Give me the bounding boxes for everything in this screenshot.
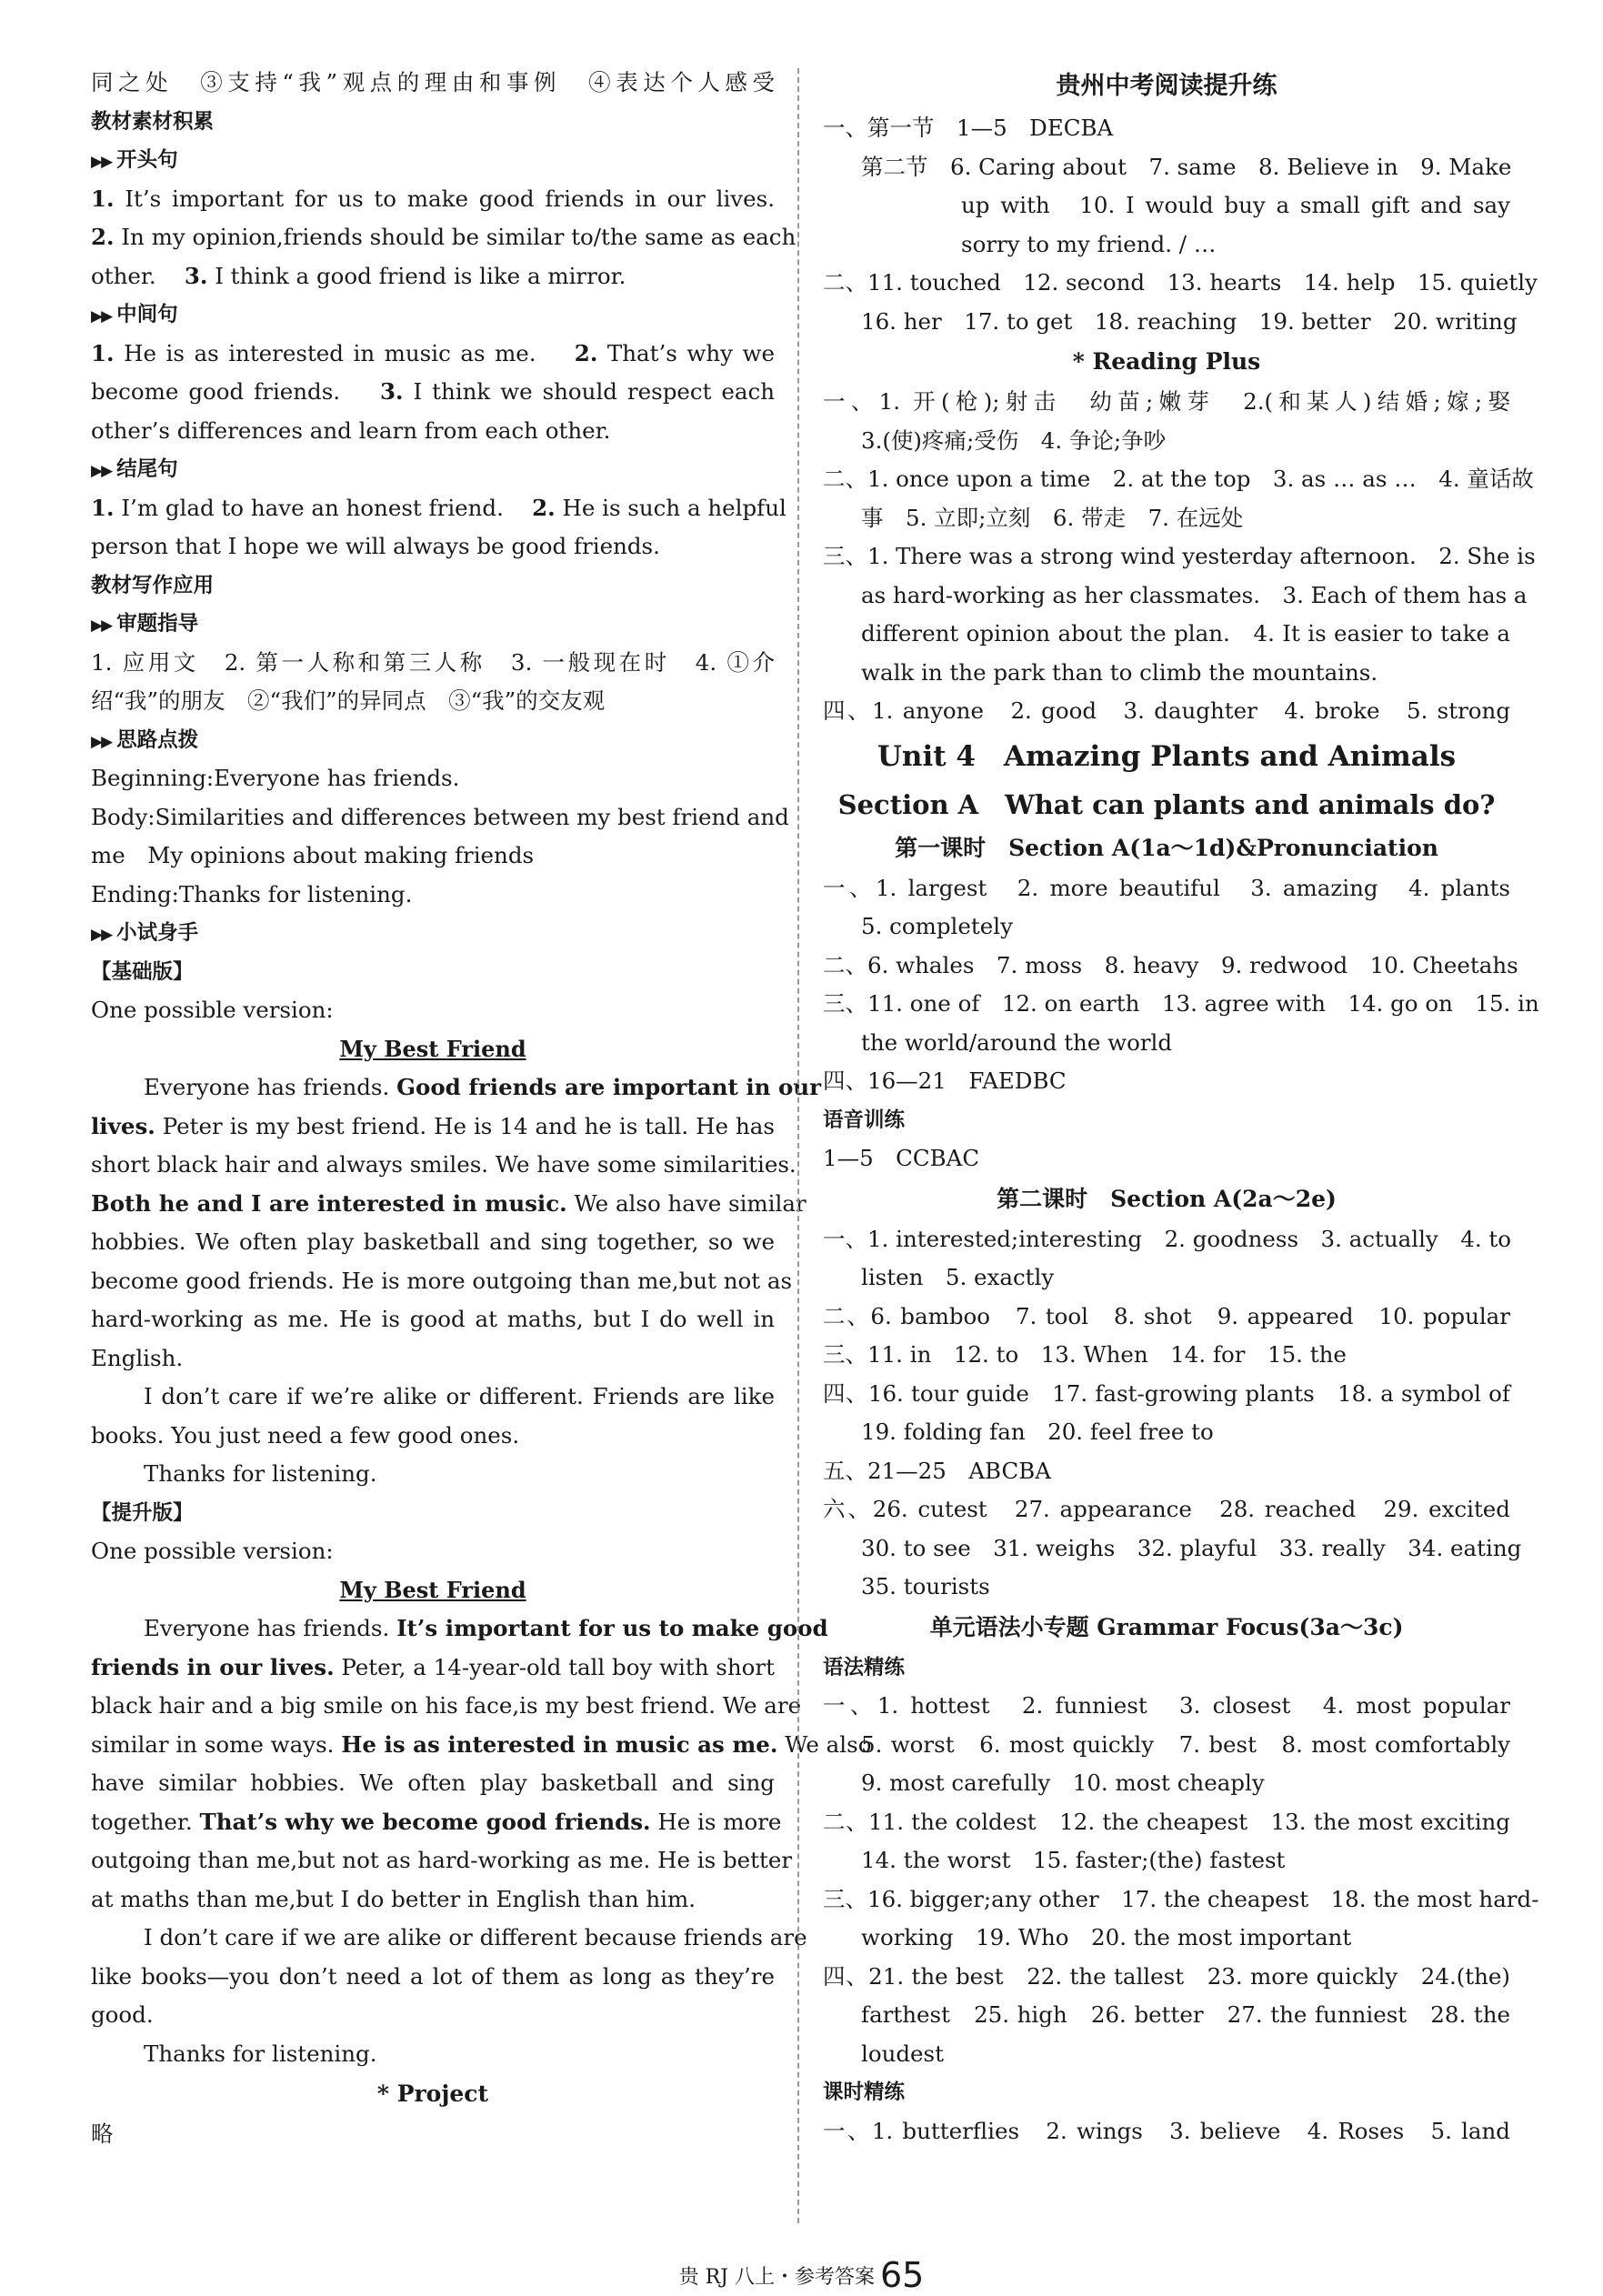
answer-line: 五、21—25 ABCBA [823, 1457, 1051, 1484]
text-line: 2. In my opinion,friends should be similar to/the same as each [91, 224, 796, 250]
answer-line: 二、11. touched 12. second 13. hearts 14. help 15. quietly [823, 269, 1538, 296]
text-line: 绍“我”的朋友 ②“我们”的异同点 ③“我”的交友观 [91, 687, 606, 714]
answer-line: 三、11. in 12. to 13. When 14. for 15. the [823, 1341, 1347, 1368]
subheading-try: ▶▶ 小试身手 [91, 921, 199, 945]
text-line: Ending:Thanks for listening. [91, 880, 413, 907]
arrow-icon: ▶▶ [91, 926, 112, 944]
version-label-basic: 【基础版】 [91, 959, 194, 984]
text-line: 1. It’s important for us to make good friends in our lives. [91, 185, 775, 212]
text-line: short black hair and always smiles. We have some similarities. [91, 1151, 796, 1178]
text-line: good. [91, 2001, 154, 2028]
answer-line: 二、6. whales 7. moss 8. heavy 9. redwood 10. Cheetahs [823, 951, 1518, 978]
answer-line: 一、1. 开(枪);射击 幼苗;嫩芽 2.(和某人)结婚;嫁;娶 [823, 388, 1510, 415]
text-line: One possible version: [91, 997, 334, 1023]
footer-text: 贵 RJ 八上・参考答案 [678, 2266, 875, 2289]
answer-line: 二、6. bamboo 7. tool 8. shot 9. appeared 10. popular [823, 1302, 1510, 1329]
answer-line: 1—5 CCBAC [823, 1145, 980, 1171]
text-line: books. You just need a few good ones. [91, 1421, 520, 1449]
text-line: like books—you don’t need a lot of them as long as they’re [91, 1962, 775, 1990]
answer-line: farthest 25. high 26. better 27. the funniest 28. the [861, 2001, 1510, 2028]
section-title: 贵州中考阅读提升练 [1056, 72, 1277, 100]
answer-line: 四、21. the best 22. the tallest 23. more quickly 24.(the) [823, 1962, 1510, 1990]
text-line: Everyone has friends. It’s important for us to make good [144, 1615, 828, 1641]
text-line: at maths than me,but I do better in English than him. [91, 1885, 696, 1912]
lesson-title: 第一课时 Section A(1a～1d)&Pronunciation [895, 834, 1438, 861]
unit-title: Unit 4 Amazing Plants and Animals [877, 739, 1457, 773]
text-line: become good friends. 3. I think we should respect each [91, 378, 776, 405]
section-heading: 语法精练 [823, 1655, 906, 1679]
text-line: other’s differences and learn from each other. [91, 416, 611, 444]
essay-title: My Best Friend [339, 1576, 526, 1603]
answer-line: 一、1. interested;interesting 2. goodness 3. actually 4. to [823, 1225, 1512, 1252]
text-line: Both he and I are interested in music. We also have similar [91, 1189, 807, 1217]
text-line: 1. He is as interested in music as me. 2. That’s why we [91, 339, 775, 366]
answer-line: 19. folding fan 20. feel free to [861, 1419, 1214, 1445]
text-line: 1. I’m glad to have an honest friend. 2. He is such a helpful [91, 494, 786, 521]
lesson-title: 第二课时 Section A(2a～2e) [997, 1185, 1337, 1212]
subheading-topic: ▶▶ 审题指导 [91, 612, 199, 636]
text-line: 1. 应用文 2. 第一人称和第三人称 3. 一般现在时 4. ①介 [91, 648, 775, 676]
answer-line: 六、26. cutest 27. appearance 28. reached 29. excited [823, 1496, 1510, 1522]
essay-title: My Best Friend [339, 1035, 526, 1062]
answer-line: 一、1. largest 2. more beautiful 3. amazing 4. plants [823, 874, 1510, 901]
answer-line: 5. worst 6. most quickly 7. best 8. most comfortably [861, 1730, 1510, 1758]
section-heading: 教材写作应用 [91, 573, 215, 597]
text-line: 略 [91, 2121, 114, 2147]
text-line: Body:Similarities and differences between my best friend and [91, 803, 789, 830]
arrow-icon: ▶▶ [91, 617, 112, 635]
page-number: 65 [880, 2255, 925, 2295]
arrow-icon: ▶▶ [91, 732, 112, 751]
text-line: other. 3. I think a good friend is like a mirror. [91, 262, 626, 289]
text-line: become good friends. He is more outgoing than me,but not as [91, 1267, 793, 1294]
answer-line: 三、11. one of 12. on earth 13. agree with 14. go on 15. in [823, 990, 1539, 1017]
text-line: similar in some ways. He is as interested in music as me. We also [91, 1730, 872, 1758]
subheading-middle: ▶▶ 中间句 [91, 303, 178, 326]
answer-line: 35. tourists [861, 1573, 990, 1599]
version-label-advanced: 【提升版】 [91, 1500, 194, 1525]
answer-line: 二、1. once upon a time 2. at the top 3. as … as … 4. 童话故 [823, 466, 1534, 492]
arrow-icon: ▶▶ [91, 307, 112, 326]
text-line: Thanks for listening. [144, 2040, 377, 2067]
section-heading: 语音训练 [823, 1108, 906, 1132]
answer-line: 四、16—21 FAEDBC [823, 1068, 1067, 1094]
answer-line: 四、16. tour guide 17. fast-growing plants 18. a symbol of [823, 1379, 1510, 1407]
answer-line: working 19. Who 20. the most important [861, 1924, 1352, 1950]
lesson-title: 单元语法小专题 Grammar Focus(3a～3c) [929, 1613, 1404, 1640]
answer-line: 16. her 17. to get 18. reaching 19. better 20. writing [861, 307, 1518, 335]
text-line: friends in our lives. Peter, a 14-year-old tall boy with short [91, 1653, 775, 1680]
text-line: One possible version: [91, 1538, 334, 1564]
answer-line: 5. completely [861, 913, 1013, 939]
answer-line: 四、1. anyone 2. good 3. daughter 4. broke 5. strong [823, 697, 1510, 724]
page-footer [0, 2255, 1603, 2295]
text-line: lives. Peter is my best friend. He is 14 and he is tall. He has [91, 1112, 775, 1139]
text-line: hobbies. We often play basketball and sing together, so we [91, 1228, 775, 1255]
answer-line: 三、1. There was a strong wind yesterday afternoon. 2. She is [823, 543, 1536, 569]
answer-line: the world/around the world [861, 1028, 1173, 1056]
arrow-icon: ▶▶ [91, 462, 112, 480]
text-line: I don’t care if we are alike or different because friends are [144, 1924, 807, 1950]
text-line: outgoing than me,but not as hard-working as me. He is better [91, 1847, 793, 1873]
text-line: me My opinions about making friends [91, 842, 535, 868]
answer-line: 事 5. 立即;立刻 6. 带走 7. 在远处 [861, 504, 1244, 531]
section-heading: 教材素材积累 [91, 109, 215, 134]
column-divider [797, 68, 799, 2223]
answer-line: sorry to my friend. / … [961, 230, 1217, 257]
answer-line: loudest [861, 2040, 944, 2067]
text-line: Everyone has friends. Good friends are important in our [144, 1074, 822, 1100]
answer-line: 一、1. hottest 2. funniest 3. closest 4. most popular [823, 1692, 1510, 1719]
text-line: 同之处 ③支持“我”观点的理由和事例 ④表达个人感受 [91, 69, 775, 95]
text-line: Thanks for listening. [144, 1460, 377, 1487]
text-line: I don’t care if we’re alike or different. Friends are like [144, 1383, 775, 1409]
answer-line: as hard-working as her classmates. 3. Each of them has a [861, 581, 1528, 608]
text-line: together. That’s why we become good friends. He is more [91, 1808, 782, 1835]
right-column [823, 64, 1539, 2151]
answer-line: listen 5. exactly [861, 1264, 1055, 1290]
answer-line: 第二节 6. Caring about 7. same 8. Believe in 9. Make [861, 153, 1512, 180]
subheading-opening: ▶▶ 开头句 [91, 148, 178, 172]
answer-line: 二、11. the coldest 12. the cheapest 13. the most exciting [823, 1808, 1510, 1835]
project-heading: * Project [376, 2080, 489, 2107]
subheading-ending: ▶▶ 结尾句 [91, 457, 178, 481]
text-line: hard-working as me. He is good at maths, but I do well in [91, 1306, 775, 1332]
text-line: person that I hope we will always be good friends. [91, 533, 660, 559]
arrow-icon: ▶▶ [91, 153, 112, 171]
answer-line: 9. most carefully 10. most cheaply [861, 1770, 1265, 1796]
section-title: Section A What can plants and animals do? [837, 788, 1496, 820]
answer-line: 三、16. bigger;any other 17. the cheapest 18. the most hard- [823, 1885, 1539, 1912]
text-line: have similar hobbies. We often play basketball and sing [91, 1770, 775, 1796]
answer-line: walk in the park than to climb the mountains. [861, 658, 1378, 686]
text-line: English. [91, 1344, 184, 1371]
text-line: Beginning:Everyone has friends. [91, 765, 460, 791]
answer-line: 14. the worst 15. faster;(the) fastest [861, 1847, 1286, 1873]
section-title: * Reading Plus [1072, 348, 1261, 375]
subheading-idea: ▶▶ 思路点拨 [91, 727, 199, 752]
answer-line: 一、第一节 1—5 DECBA [823, 115, 1114, 141]
answer-line: 30. to see 31. weighs 32. playful 33. really 34. eating [861, 1534, 1522, 1561]
answer-line: different opinion about the plan. 4. It is easier to take a [861, 620, 1510, 647]
section-heading: 课时精练 [823, 2080, 906, 2104]
answer-line: up with 10. I would buy a small gift and say [961, 192, 1510, 218]
answer-line: 3.(使)疼痛;受伤 4. 争论;争吵 [861, 426, 1167, 454]
answer-line: 一、1. butterflies 2. wings 3. believe 4. Roses 5. land [823, 2117, 1510, 2144]
text-line: black hair and a big smile on his face,is my best friend. We are [91, 1692, 802, 1719]
